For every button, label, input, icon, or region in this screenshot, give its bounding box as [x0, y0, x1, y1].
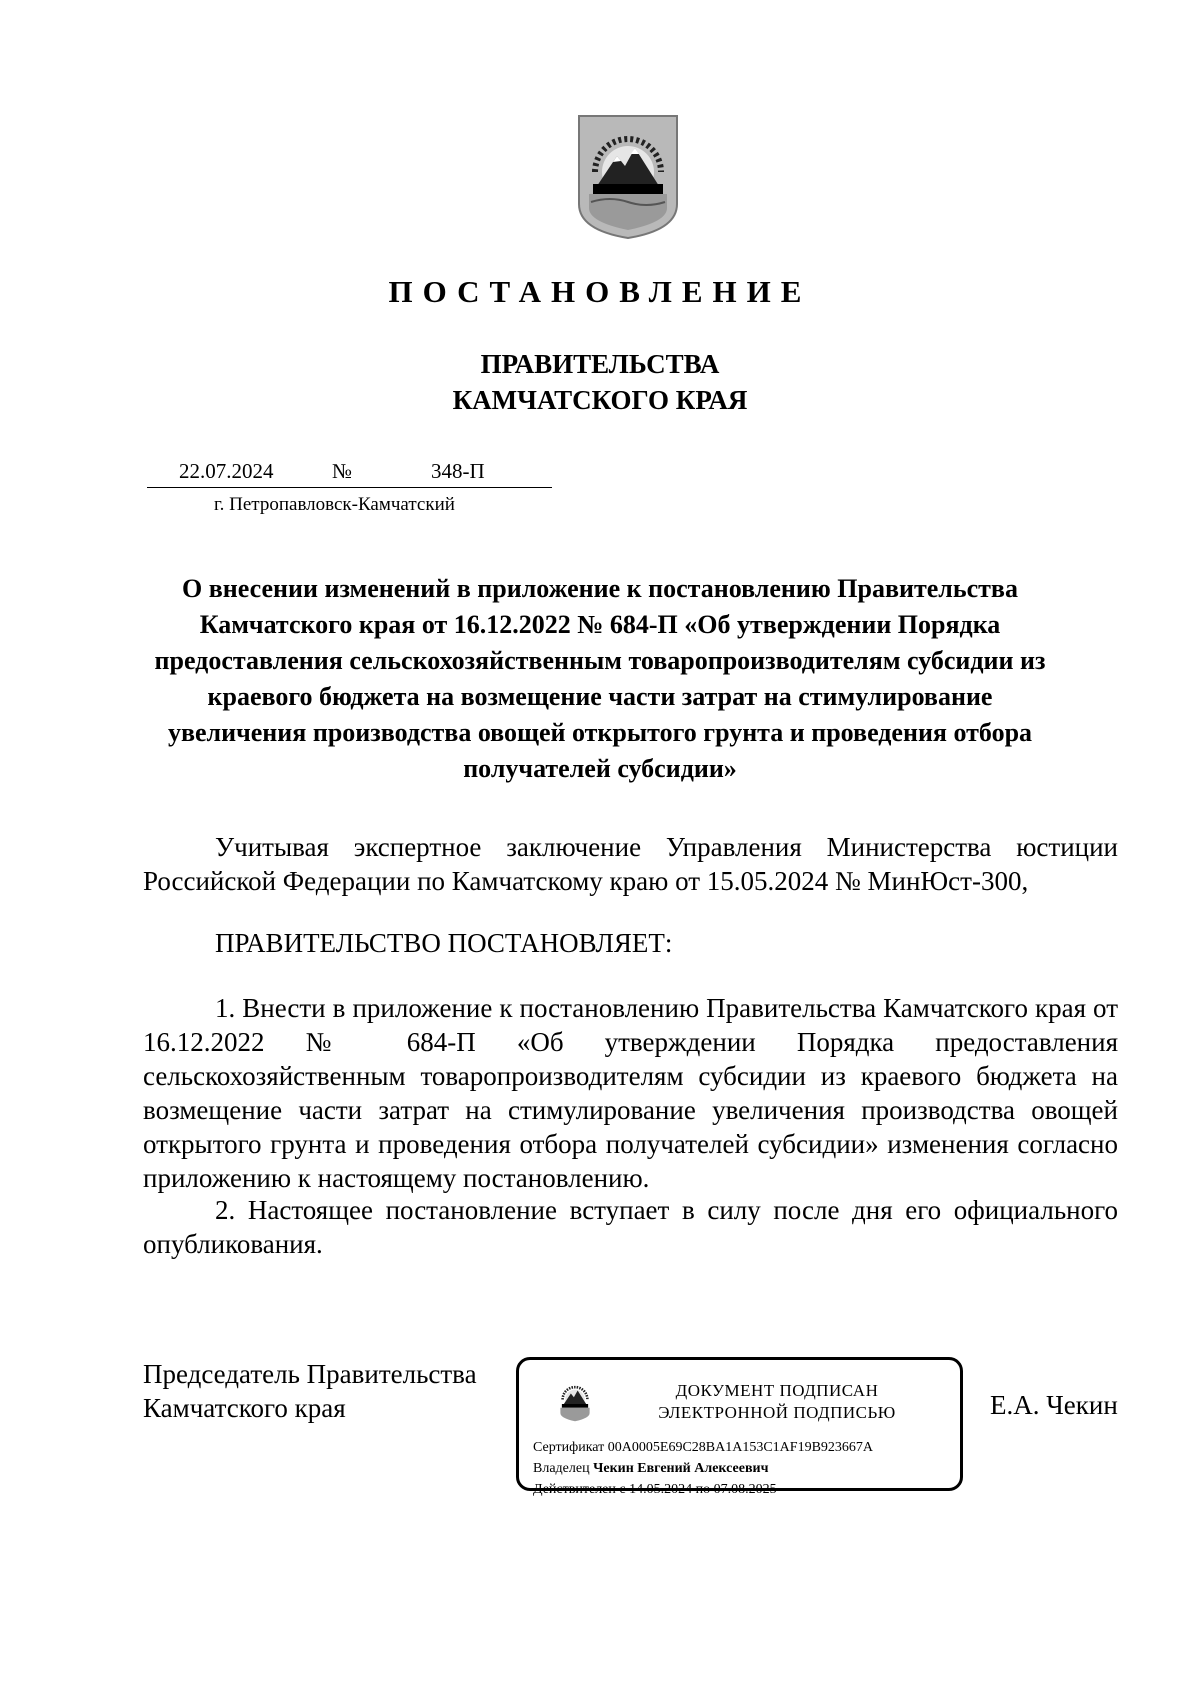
- validity-line: [533, 1482, 777, 1498]
- item-2-paragraph: 2. Настоящее постановление вступает в силу после дня его официального опубликования.: [143, 1195, 1118, 1259]
- stamp-header: [627, 1380, 927, 1424]
- item-1-paragraph: 1. Внести в приложение к постановлению Правительства Камчатского края от 16.12.2022 № 684-П «Об утверждении Порядка предоставления сельскохозяйственным товаропроизводителям субсидии из краевого бюджета на возмещение части затрат на стимулирование увеличения производства овощей открытого грунта и проведения отбора получателей субсидии» изменения согласно приложению к настоящему постановлению.: [143, 993, 1118, 1193]
- owner-label: Владелец: [533, 1461, 590, 1476]
- document-subject: О внесении изменений в приложение к постановлению Правительства Камчатского края от 16.12.2022 № 684-П «Об утверждении Порядка предоставления сельскохозяйственным товаропроизводителям субсидии из краевого бюджета на возмещение части затрат на стимулирование увеличения производства овощей открытого грунта и проведения отбора получателей субсидии»: [154, 574, 1046, 783]
- certificate-line: [533, 1440, 873, 1456]
- document-type: ПОСТАНОВЛЕНИЕ: [388, 274, 812, 309]
- number-sign: №: [332, 459, 353, 483]
- certificate-label: Сертификат: [533, 1440, 605, 1455]
- registration-line: [147, 459, 552, 488]
- signer-position: [143, 1357, 477, 1425]
- preamble-paragraph: Учитывая экспертное заключение Управления Министерства юстиции Российской Федерации по Камчатскому краю от 15.05.2024 № МинЮст-300,: [143, 832, 1118, 896]
- kamchatka-coat-of-arms-icon: [575, 112, 681, 240]
- document-number: 348-П: [431, 459, 485, 483]
- valid-from-prefix: с: [619, 1482, 626, 1497]
- resolves-heading: ПРАВИТЕЛЬСТВО ПОСТАНОВЛЯЕТ:: [215, 928, 673, 958]
- valid-from: 14.05.2024: [629, 1482, 693, 1497]
- valid-to: 07.08.2025: [713, 1482, 777, 1497]
- signer-position-line-1: Председатель Правительства: [143, 1359, 477, 1389]
- authority-line-1: ПРАВИТЕЛЬСТВА: [480, 349, 720, 379]
- owner-line: [533, 1461, 768, 1477]
- valid-to-prefix: по: [695, 1482, 711, 1497]
- issuing-authority: [0, 346, 1200, 418]
- owner-value: Чекин Евгений Алексеевич: [593, 1461, 769, 1476]
- kamchatka-coat-of-arms-icon: [555, 1377, 595, 1425]
- document-date: 22.07.2024: [179, 459, 274, 483]
- certificate-value: 00A0005E69C28BA1A153C1AF19B923667A: [607, 1440, 874, 1455]
- issue-city: г. Петропавловск-Камчатский: [214, 494, 455, 515]
- signer-name: Е.А. Чекин: [990, 1390, 1118, 1420]
- authority-line-2: КАМЧАТСКОГО КРАЯ: [452, 385, 748, 415]
- valid-label: Действителен: [533, 1482, 616, 1497]
- electronic-signature-stamp: [516, 1357, 963, 1497]
- signer-position-line-2: Камчатского края: [143, 1393, 346, 1423]
- stamp-header-line-1: ДОКУМЕНТ ПОДПИСАН: [675, 1381, 879, 1400]
- stamp-header-line-2: ЭЛЕКТРОННОЙ ПОДПИСЬЮ: [658, 1403, 896, 1422]
